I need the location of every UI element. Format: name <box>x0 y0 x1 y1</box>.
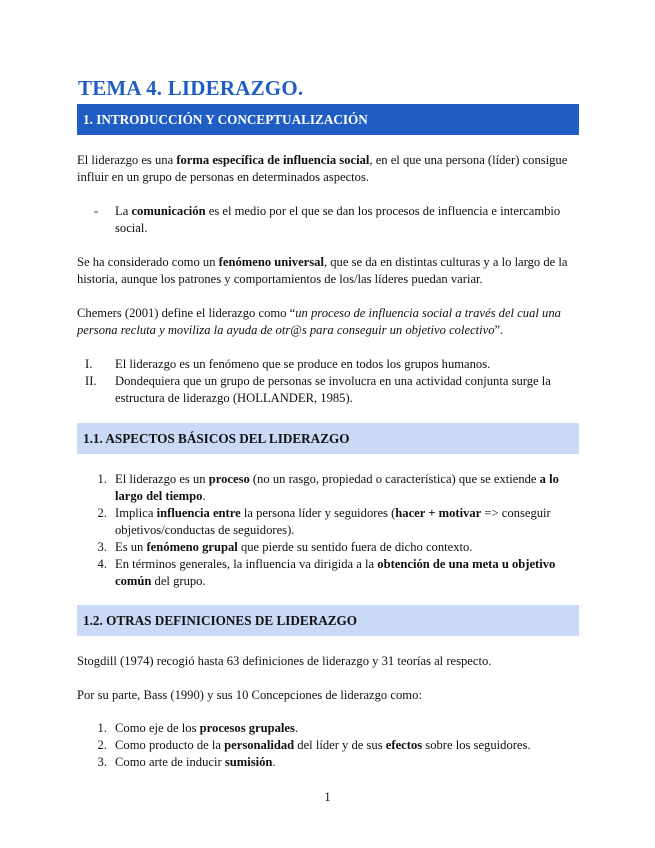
text-run: Como arte de inducir <box>115 755 225 769</box>
list-item-text <box>115 203 582 237</box>
text-run: Chemers (2001) define el liderazgo como “ <box>77 306 296 320</box>
paragraph-chemers <box>77 305 582 339</box>
text-run: Como producto de la <box>115 738 225 752</box>
text-run: Como eje de los <box>115 721 200 735</box>
bold-run: influencia entre <box>156 506 241 520</box>
text-run: , en el que una persona (líder) consigue influir en un grupo de personas en determinados aspectos. <box>77 153 568 184</box>
text-run: . <box>202 489 206 503</box>
list-item-text <box>115 754 582 771</box>
dash-marker: - <box>94 204 99 218</box>
text-run: la persona líder y seguidores ( <box>240 506 396 520</box>
text-run: Implica <box>115 506 157 520</box>
bold-run: hacer + motivar <box>395 506 482 520</box>
text-run: sobre los seguidores. <box>422 738 531 752</box>
numbered-list-item <box>77 754 582 771</box>
text-run: ”. <box>494 323 504 337</box>
bold-run: obtención de una meta u objetivo común <box>115 557 556 588</box>
list-item-text <box>115 505 582 539</box>
section-heading-aspectos-basicos: 1.1. ASPECTOS BÁSICOS DEL LIDERAZGO <box>77 423 579 454</box>
bold-run: sumisión <box>224 755 273 769</box>
text-run: . <box>272 755 276 769</box>
bold-run: procesos grupales <box>199 721 295 735</box>
list-item-text <box>115 556 582 590</box>
numbered-list-item <box>77 539 582 556</box>
bold-run: efectos <box>385 738 423 752</box>
paragraph-stogdill: Stogdill (1974) recogió hasta 63 definiciones de liderazgo y 31 teorías al respecto. <box>77 654 492 668</box>
text-run: Se ha considerado como un <box>77 255 219 269</box>
text-run: , que se da en distintas culturas y a lo largo de la historia, aunque los patrones y comportamientos de los/las líderes puedan variar. <box>77 255 568 286</box>
bold-run: a lo largo del tiempo <box>115 472 559 503</box>
list-item-text: Dondequiera que un grupo de personas se involucra en una actividad conjunta surge la estructura de liderazgo (HOLLANDER, 1985). <box>115 374 551 405</box>
text-run: del líder y de sus <box>294 738 386 752</box>
text-run: El liderazgo es una <box>77 153 177 167</box>
text-run: del grupo. <box>151 574 206 588</box>
page-number: 1 <box>324 790 331 804</box>
paragraph-definicion <box>77 152 582 186</box>
roman-marker: I. <box>85 357 93 371</box>
text-run: (no un rasgo, propiedad o característica) que se extiende <box>249 472 540 486</box>
number-marker: 4. <box>97 557 107 571</box>
number-marker: 3. <box>97 755 107 769</box>
section-heading-otras-definiciones: 1.2. OTRAS DEFINICIONES DE LIDERAZGO <box>77 605 579 636</box>
numbered-list-item <box>77 720 582 737</box>
numbered-list-item <box>77 737 582 754</box>
section-heading-introduccion: 1. INTRODUCCIÓN Y CONCEPTUALIZACIÓN <box>77 104 579 135</box>
text-run: La <box>115 204 132 218</box>
roman-list-item <box>77 373 582 407</box>
numbered-list-item <box>77 471 582 505</box>
text-run: => conseguir objetivos/conductas de seguidores). <box>115 506 551 537</box>
bold-run: forma específica de influencia social <box>176 153 370 167</box>
text-run: que pierde su sentido fuera de dicho contexto. <box>237 540 473 554</box>
roman-list-item <box>77 356 582 373</box>
bold-run: fenómeno grupal <box>146 540 238 554</box>
text-run: En términos generales, la influencia va dirigida a la <box>115 557 378 571</box>
number-marker: 2. <box>97 738 107 752</box>
bold-run: proceso <box>208 472 250 486</box>
number-marker: 1. <box>97 721 107 735</box>
number-marker: 1. <box>97 472 107 486</box>
list-item-text <box>115 720 582 737</box>
numbered-list-item <box>77 505 582 539</box>
list-item-text <box>115 471 582 505</box>
text-run: es el medio por el que se dan los procesos de influencia e intercambio social. <box>115 204 561 235</box>
list-item-text <box>115 539 582 556</box>
numbered-list-item <box>77 556 582 590</box>
bold-run: fenómeno universal <box>218 255 324 269</box>
bold-run: comunicación <box>131 204 206 218</box>
roman-marker: II. <box>85 374 97 388</box>
text-run: Es un <box>115 540 147 554</box>
document-title: TEMA 4. LIDERAZGO. <box>78 76 304 100</box>
list-item-text: El liderazgo es un fenómeno que se produce en todos los grupos humanos. <box>115 357 491 371</box>
text-run: El liderazgo es un <box>115 472 209 486</box>
italic-quote: un proceso de influencia social a través del cual una persona recluta y moviliza la ayuda de otr@s para conseguir un objetivo colectivo <box>77 306 561 337</box>
list-item-text <box>115 737 582 754</box>
number-marker: 3. <box>97 540 107 554</box>
paragraph-bass: Por su parte, Bass (1990) y sus 10 Concepciones de liderazgo como: <box>77 688 422 702</box>
text-run: . <box>294 721 299 735</box>
bold-run: personalidad <box>224 738 295 752</box>
number-marker: 2. <box>97 506 107 520</box>
dash-list-item <box>77 203 582 237</box>
paragraph-fenomeno-universal <box>77 254 582 288</box>
